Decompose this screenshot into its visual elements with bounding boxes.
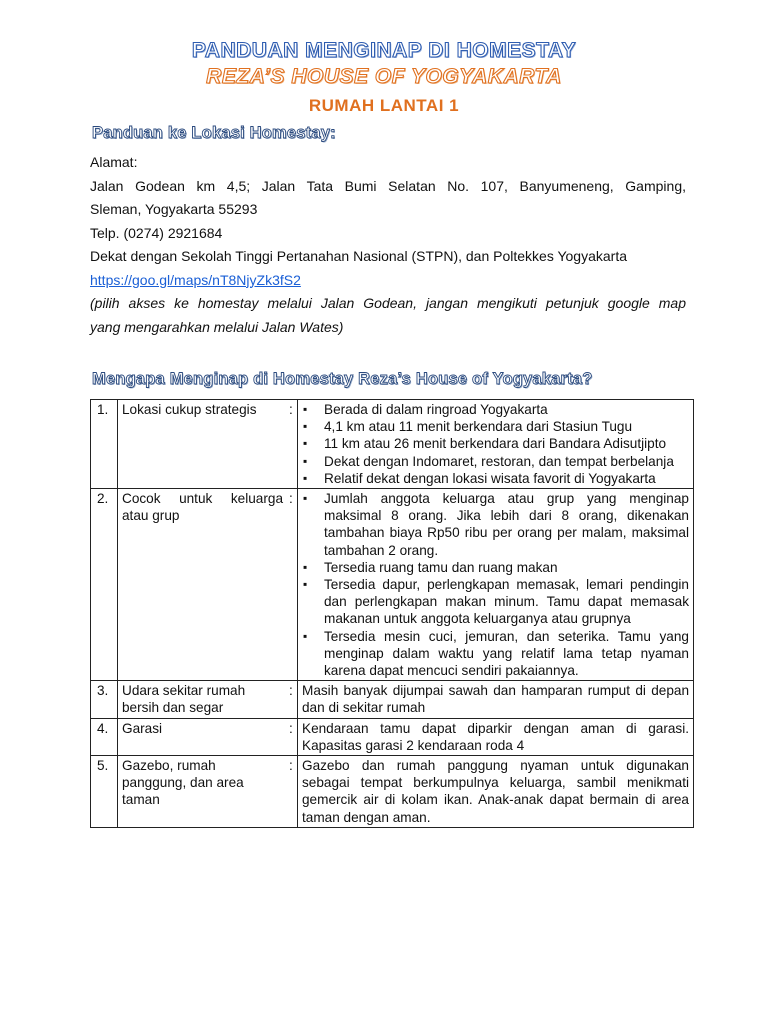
- row-description: Masih banyak dijumpai sawah dan hamparan rumput di depan dan di sekitar rumah: [298, 681, 694, 718]
- row-number: 4.: [91, 718, 118, 755]
- row-label: Udara sekitar rumah bersih dan segar: [118, 681, 288, 718]
- bullet-list: [302, 401, 689, 487]
- list-item: ▪ 11 km atau 26 menit berkendara dari Bandara Adisutjipto: [302, 435, 689, 452]
- address-block: [90, 151, 686, 339]
- address-line-1: Jalan Godean km 4,5; Jalan Tata Bumi Selatan No. 107, Banyumeneng, Gamping,: [90, 177, 686, 194]
- reasons-table: [90, 399, 694, 828]
- row-colon: :: [287, 489, 298, 681]
- list-item: ▪ Tersedia ruang tamu dan ruang makan: [302, 559, 689, 576]
- row-number: 2.: [91, 489, 118, 681]
- row-description: Kendaraan tamu dapat diparkir dengan aman di garasi. Kapasitas garasi 2 kendaraan roda 4: [298, 718, 694, 755]
- location-heading: Panduan ke Lokasi Homestay:: [92, 124, 336, 142]
- list-item: ▪ Relatif dekat dengan lokasi wisata favorit di Yogyakarta: [302, 470, 689, 487]
- map-link[interactable]: https://goo.gl/maps/nT8NjyZk3fS2: [90, 271, 301, 288]
- why-heading: Mengapa Menginap di Homestay Reza’s House of Yogyakarta?: [92, 370, 593, 388]
- document-subtitle: REZA’S HOUSE OF YOGYAKARTA: [206, 65, 562, 88]
- address-label: Alamat:: [90, 154, 138, 170]
- row-label: Garasi: [118, 718, 288, 755]
- phone-number: Telp. (0274) 2921684: [90, 224, 223, 241]
- bullet-list: [302, 490, 689, 679]
- access-note-line-1: (pilih akses ke homestay melalui Jalan Godean, jangan mengikuti petunjuk google map: [90, 295, 686, 311]
- row-colon: :: [287, 756, 298, 828]
- list-item: ▪ 4,1 km atau 11 menit berkendara dari Stasiun Tugu: [302, 418, 689, 435]
- list-item: ▪ Tersedia mesin cuci, jemuran, dan seterika. Tamu yang menginap dalam waktu yang relatif lama tetap nyaman karena dapat mencuci sendiri pakaiannya.: [302, 628, 689, 680]
- row-colon: :: [287, 681, 298, 718]
- access-note-line-2: yang mengarahkan melalui Jalan Wates): [90, 318, 344, 335]
- nearby-landmarks: Dekat dengan Sekolah Tinggi Pertanahan Nasional (STPN), dan Poltekkes Yogyakarta: [90, 248, 628, 264]
- row-description: Gazebo dan rumah panggung nyaman untuk digunakan sebagai tempat berkumpulnya keluarga, sambil menikmati gemercik air di kolam ikan. Anak-anak dapat bermain di area taman dengan aman.: [298, 756, 694, 828]
- row-colon: :: [287, 400, 298, 489]
- row-number: 1.: [91, 400, 118, 489]
- row-colon: :: [287, 718, 298, 755]
- row-number: 3.: [91, 681, 118, 718]
- row-description: [298, 400, 694, 489]
- table-row: [91, 400, 694, 489]
- table-row: [91, 718, 694, 755]
- row-label: Gazebo, rumah panggung, dan area taman: [118, 756, 288, 828]
- document-header: [0, 38, 768, 118]
- address-line-2: Sleman, Yogyakarta 55293: [90, 201, 258, 217]
- list-item: ▪ Jumlah anggota keluarga atau grup yang menginap maksimal 8 orang. Jika lebih dari 8 orang, dikenakan tambahan biaya Rp50 ribu per orang per malam, maksimal tambahan 2 orang.: [302, 490, 689, 559]
- list-item: ▪ Tersedia dapur, perlengkapan memasak, lemari pendingin dan perlengkapan makan minum. Tamu dapat memasak makanan untuk anggota keluarganya atau grupnya: [302, 576, 689, 628]
- table-row: [91, 756, 694, 828]
- list-item: ▪ Berada di dalam ringroad Yogyakarta: [302, 401, 689, 418]
- table-row: [91, 681, 694, 718]
- document-floor-label: RUMAH LANTAI 1: [308, 96, 460, 115]
- row-description: [298, 489, 694, 681]
- row-label: Cocok untuk keluarga atau grup: [118, 489, 288, 681]
- row-number: 5.: [91, 756, 118, 828]
- table-row: [91, 489, 694, 681]
- row-label: Lokasi cukup strategis: [118, 400, 288, 489]
- document-title: PANDUAN MENGINAP DI HOMESTAY: [191, 39, 577, 62]
- list-item: ▪ Dekat dengan Indomaret, restoran, dan tempat berbelanja: [302, 453, 689, 470]
